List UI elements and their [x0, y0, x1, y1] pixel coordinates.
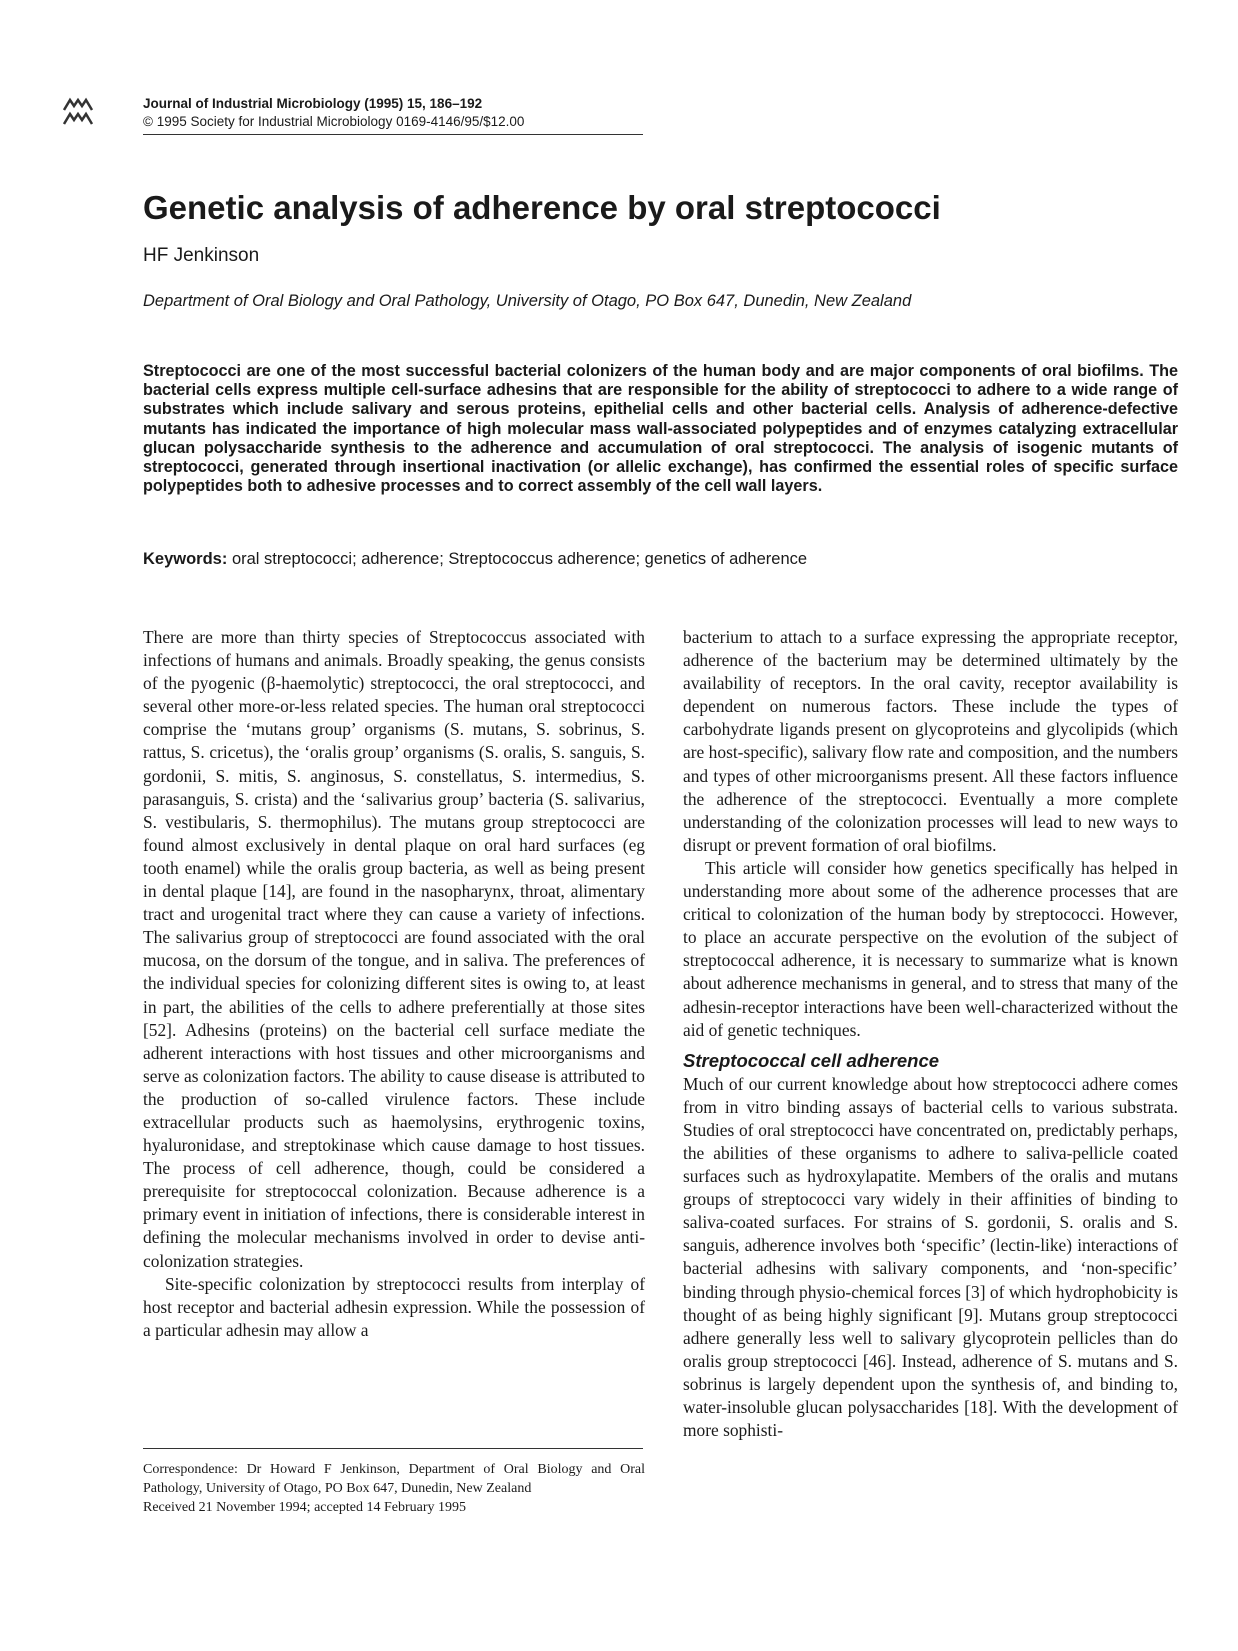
footnote: [143, 1460, 645, 1517]
keywords-label: Keywords:: [143, 550, 228, 568]
header-rule: [143, 134, 643, 135]
copyright-line: © 1995 Society for Industrial Microbiology 0169-4146/95/$12.00: [143, 114, 525, 129]
correspondence-note: Correspondence: Dr Howard F Jenkinson, Department of Oral Biology and Oral Pathology, University of Otago, PO Box 647, Dunedin, New Zealand: [143, 1462, 645, 1496]
section-heading: Streptococcal cell adherence: [683, 1049, 940, 1071]
body-paragraph: This article will consider how genetics specifically has helped in understanding more about some of the adherence processes that are critical to colonization of the human body by streptococci. However, to place an accurate perspective on the evolution of the subject of streptococcal adherence, it is necessary to summarize what is known about adherence mechanisms in general, and to stress that many of the adhesin-receptor interactions have been well-characterized without the aid of genetic techniques.: [683, 857, 1178, 1040]
keywords-list: oral streptococci; adherence; Streptococcus adherence; genetics of adherence: [231, 550, 808, 568]
article-title: Genetic analysis of adherence by oral streptococci: [143, 189, 941, 226]
publisher-logo-icon: [62, 96, 94, 128]
footnote-rule: [143, 1448, 643, 1449]
keywords-line: [143, 548, 807, 570]
author-affiliation: Department of Oral Biology and Oral Pathology, University of Otago, PO Box 647, Dunedin, New Zealand: [143, 292, 912, 310]
journal-citation: Journal of Industrial Microbiology (1995) 15, 186–192: [143, 96, 483, 111]
body-paragraph: There are more than thirty species of Streptococcus associated with infections of humans and animals. Broadly speaking, the genus consists of the pyogenic (β-haemolytic) streptococci, the oral streptococci, and several other more-or-less related species. The human oral streptococci comprise the ‘mutans group’ organisms (S. mutans, S. sobrinus, S. rattus, S. cricetus), the ‘oralis group’ organisms (S. oralis, S. sanguis, S. gordonii, S. mitis, S. anginosus, S. constellatus, S. intermedius, S. parasanguis, S. crista) and the ‘salivarius group’ bacteria (S. salivarius, S. vestibularis, S. thermophilus). The mutans group streptococci are found almost exclusively in dental plaque on oral hard surfaces (eg tooth enamel) while the oralis group bacteria, as well as being present in dental plaque [14], are found in the nasopharynx, throat, alimentary tract and urogenital tract where they can cause a variety of infections. The salivarius group of streptococci are found associated with the oral mucosa, on the dorsum of the tongue, and in saliva. The preferences of the individual species for colonizing different sites is owing to, at least in part, the abilities of the cells to adhere preferentially at those sites [52]. Adhesins (proteins) on the bacterial cell surface mediate the adherent interactions with host tissues and other microorganisms and serve as colonization factors. The ability to cause disease is attributed to the production of so-called virulence factors. These include extracellular products such as haemolysins, erythrogenic toxins, hyaluronidase, and streptokinase which cause damage to host tissues. The process of cell adherence, though, could be considered a prerequisite for streptococcal colonization. Because adherence is a primary event in initiation of infections, there is considerable interest in defining the molecular mechanisms involved in order to devise anti-colonization strategies.: [143, 627, 645, 1271]
author-name: HF Jenkinson: [143, 245, 260, 266]
journal-header: [143, 95, 524, 131]
body-paragraph: bacterium to attach to a surface expressing the appropriate receptor, adherence of the bacterium may be determined ultimately by the availability of receptors. In the oral cavity, receptor availability is dependent on numerous factors. These include the types of carbohydrate ligands present on glycoproteins and glycolipids (which are host-specific), salivary flow rate and composition, and the numbers and types of other microorganisms present. All these factors influence the adherence of the streptococci. Eventually a more complete understanding of the colonization processes will lead to new ways to disrupt or prevent formation of oral biofilms.: [683, 627, 1178, 855]
body-column-left: [143, 626, 645, 1342]
abstract: Streptococci are one of the most successful bacterial colonizers of the human body and are major components of oral biofilms. The bacterial cells express multiple cell-surface adhesins that are responsible for the ability of streptococci to adhere to a wide range of substrates which include salivary and serous proteins, epithelial cells and other bacterial cells. Analysis of adherence-defective mutants has indicated the importance of high molecular mass wall-associated polypeptides and of enzymes catalyzing extracellular glucan polysaccharide synthesis to the adherence and accumulation of oral streptococci. The analysis of isogenic mutants of streptococci, generated through insertional inactivation (or allelic exchange), has confirmed the essential roles of specific surface polypeptides both to adhesive processes and to correct assembly of the cell wall layers.: [143, 362, 1178, 496]
received-note: Received 21 November 1994; accepted 14 February 1995: [143, 1500, 467, 1515]
body-column-right: [683, 626, 1178, 1442]
body-paragraph: Site-specific colonization by streptococci results from interplay of host receptor and bacterial adhesin expression. While the possession of a particular adhesin may allow a: [143, 1273, 645, 1340]
body-paragraph: Much of our current knowledge about how streptococci adhere comes from in vitro binding assays of bacterial cells to various substrata. Studies of oral streptococci have concentrated on, predictably perhaps, the abilities of these organisms to adhere to saliva-pellicle coated surfaces such as hydroxylapatite. Members of the oralis and mutans groups of streptococci vary widely in their affinities of binding to saliva-coated surfaces. For strains of S. gordonii, S. oralis and S. sanguis, adherence involves both ‘specific’ (lectin-like) interactions of bacterial adhesins with salivary components, and ‘non-specific’ binding through physio-chemical forces [3] of which hydrophobicity is thought of as being highly significant [9]. Mutans group streptococci adhere generally less well to salivary glycoprotein pellicles than do oralis group streptococci [46]. Instead, adherence of S. mutans and S. sobrinus is largely dependent upon the synthesis of, and binding to, water-insoluble glucan polysaccharides [18]. With the development of more sophisti-: [683, 1073, 1178, 1441]
